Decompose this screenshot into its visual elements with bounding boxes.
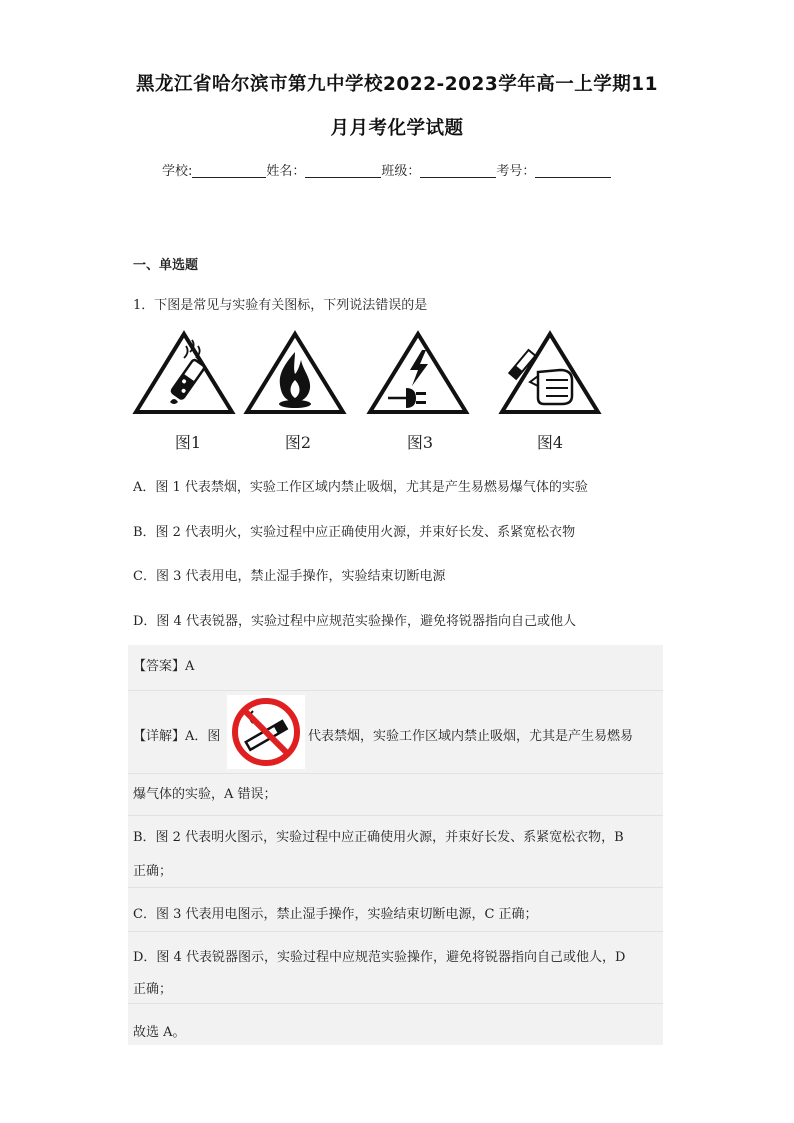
- class-label: 班级：: [381, 164, 421, 179]
- number-blank: [535, 163, 611, 178]
- figure-1-label: 图1: [174, 433, 202, 452]
- detail-d-line2: 正确；: [133, 982, 173, 997]
- exam-title-line2: 月月考化学试题: [330, 118, 464, 139]
- name-label: 姓名：: [266, 164, 306, 179]
- answer-conclusion: 故选 A。: [133, 1025, 186, 1040]
- class-blank: [420, 163, 496, 178]
- figure-2-label: 图2: [284, 433, 312, 452]
- detail-d-line1: D．图 4 代表锐器图示，实验过程中应规范实验操作，避免将锐器指向自己或他人，D: [133, 950, 626, 965]
- answer-divider: [128, 1003, 663, 1004]
- answer-divider: [128, 773, 663, 774]
- section-heading: 一、单选题: [133, 258, 199, 273]
- number-label: 考号：: [496, 164, 536, 179]
- answer-label: 【答案】A: [133, 659, 195, 674]
- option-c: C．图 3 代表用电，禁止湿手操作，实验结束切断电源: [133, 569, 446, 584]
- figure-3-electric-icon: [366, 330, 470, 418]
- figure-3-label: 图3: [406, 433, 434, 452]
- school-blank: [192, 163, 266, 178]
- answer-panel: [128, 645, 663, 1045]
- answer-divider: [128, 815, 663, 816]
- no-smoking-icon: [227, 695, 305, 769]
- exam-title-line1: 黑龙江省哈尔滨市第九中学校2022-2023学年高一上学期11: [136, 74, 658, 95]
- school-label: 学校:: [162, 164, 193, 179]
- answer-divider: [128, 887, 663, 888]
- answer-divider: [128, 690, 663, 691]
- detail-b-line1: B．图 2 代表明火图示，实验过程中应正确使用火源，并束好长发、系紧宽松衣物，B: [133, 830, 624, 845]
- detail-a-line1: 代表禁烟，实验工作区域内禁止吸烟，尤其是产生易燃易: [308, 729, 634, 744]
- option-a: A．图 1 代表禁烟，实验工作区域内禁止吸烟，尤其是产生易燃易爆气体的实验: [133, 480, 588, 495]
- figure-1-hazard-icon: [132, 330, 236, 418]
- detail-a-line2: 爆气体的实验，A 错误；: [133, 787, 277, 802]
- detail-b-line2: 正确；: [133, 864, 173, 879]
- figure-2-flame-icon: [243, 330, 347, 418]
- option-d: D．图 4 代表锐器，实验过程中应规范实验操作，避免将锐器指向自己或他人: [133, 614, 576, 629]
- student-info-row: [162, 160, 611, 179]
- question-stem: 1．下图是常见与实验有关图标，下列说法错误的是: [133, 298, 428, 313]
- name-blank: [305, 163, 381, 178]
- option-b: B．图 2 代表明火，实验过程中应正确使用火源，并束好长发、系紧宽松衣物: [133, 525, 576, 540]
- answer-divider: [128, 931, 663, 932]
- figure-4-label: 图4: [536, 433, 564, 452]
- detail-c: C．图 3 代表用电图示，禁止湿手操作，实验结束切断电源，C 正确；: [133, 907, 538, 922]
- detail-prefix: 【详解】A．图: [133, 729, 221, 744]
- figure-4-sharp-icon: [498, 330, 602, 418]
